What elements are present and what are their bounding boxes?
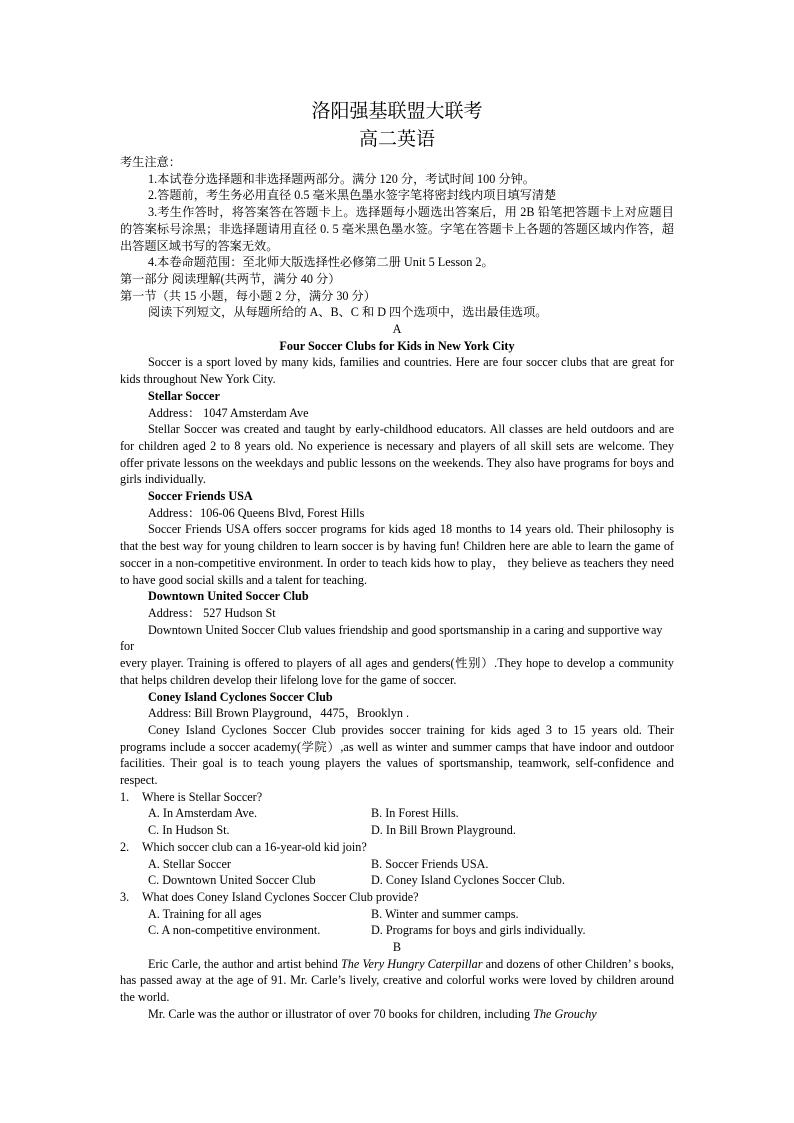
club-description-continued: every player. Training is offered to players of all ages and genders(性别）.They hope to develop a community that helps children develop their lifelong love for the game of soccer.: [120, 656, 674, 687]
question-1: [120, 789, 674, 839]
club-name: Stellar Soccer: [148, 388, 220, 403]
option-b: B. Winter and summer camps.: [371, 906, 519, 921]
passage-b-letter: B: [392, 940, 402, 955]
option-c: C. Downtown United Soccer Club: [148, 873, 316, 888]
question-text: Where is Stellar Soccer?: [142, 789, 263, 804]
notice-heading: 考生注意：: [120, 155, 181, 169]
option-c: C. A non-competitive environment.: [148, 923, 321, 938]
club-description: Coney Island Cyclones Soccer Club provides soccer training for kids aged 3 to 15 years old. Their programs include a soccer academy(学院）,as well as winter and summer camps that have indoor and outdoor facilities. Their goal is to teach young players the values of sportsmanship, teamwork, self-confidence and respect.: [120, 722, 674, 788]
option-b: B. Soccer Friends USA.: [371, 856, 489, 871]
notice-item-1: 1.本试卷分选择题和非选择题两部分。满分 120 分，考试时间 100 分钟。: [148, 171, 535, 186]
question-text: What does Coney Island Cyclones Soccer Club provide?: [142, 889, 419, 904]
notice-item-3: 3.考生作答时，将答案答在答题卡上。选择题每小题选出答案后，用 2B 铅笔把答题卡上对应题目的答案标号涂黑；非选择题请用直径 0. 5 毫米黑色墨水签。字笔在答题卡上各题的答题区域内作答，超出答题区域书写的答案无效。: [120, 205, 674, 253]
part-heading: 第一部分 阅读理解(共两节，满分 40 分）: [120, 271, 341, 286]
club-name: Soccer Friends USA: [148, 489, 253, 504]
option-a: A. In Amsterdam Ave.: [148, 806, 258, 821]
club-address: Address： 1047 Amsterdam Ave: [148, 405, 309, 420]
club-name: Downtown United Soccer Club: [148, 589, 309, 604]
instruction: 阅读下列短文，从每题所给的 A、B、C 和 D 四个选项中，选出最佳选项。: [148, 305, 548, 320]
option-d: D. Coney Island Cyclones Soccer Club.: [371, 873, 565, 888]
exam-subtitle: 高二英语: [358, 129, 435, 150]
club-description: Stellar Soccer was created and taught by early-childhood educators. All classes are held outdoors and are for children aged 2 to 8 years old. No experience is necessary and players of all skill sets are welcome. They offer private lessons on the weekdays and public lessons on the weekends. They also have programs for boys and girls individually.: [120, 422, 674, 487]
section-heading: 第一节（共 15 小题，每小题 2 分，满分 30 分）: [120, 288, 376, 303]
club-description: Soccer Friends USA offers soccer programs for kids aged 18 months to 14 years old. Their philosophy is that the best way for young children to learn soccer is by having fun! Children here are able to learn the game of soccer in a non-competitive environment. In order to teach kids how to play， they believe as teachers they need to have good social skills and a talent for teaching.: [120, 522, 674, 587]
passage-a-letter: A: [392, 322, 402, 337]
question-text: Which soccer club can a 16-year-old kid join?: [142, 839, 367, 854]
question-3: [120, 889, 674, 939]
club-address: Address： 527 Hudson St: [148, 605, 276, 620]
exam-title: 洛阳强基联盟大联考: [311, 101, 483, 122]
notice-item-2: 2.答题前，考生务必用直径 0.5 毫米黑色墨水签字笔将密封线内项目填写清楚: [148, 188, 557, 203]
question-number: 3.: [120, 889, 130, 904]
passage-b-paragraph-1: Eric Carle, the author and artist behind The Very Hungry Caterpillar and dozens of other Children’ s books, has passed away at the age of 91. Mr. Carle’s lively, creative and colorful works were loved by children around the world.: [120, 956, 674, 1005]
passage-a-intro: Soccer is a sport loved by many kids, families and countries. Here are four soccer clubs that are great for kids throughout New York City.: [120, 355, 674, 387]
club-address: Address：106-06 Queens Blvd, Forest Hills: [148, 505, 365, 520]
question-number: 1.: [120, 789, 130, 804]
exam-body: [120, 154, 674, 1023]
option-a: A. Training for all ages: [148, 906, 262, 921]
option-d: D. Programs for boys and girls individually.: [371, 923, 586, 938]
book-title: The Grouchy: [533, 1006, 597, 1021]
option-b: B. In Forest Hills.: [371, 806, 459, 821]
club-description: Downtown United Soccer Club values friendship and good sportsmanship in a caring and supportive way for: [120, 622, 663, 654]
passage-b-paragraph-2: Mr. Carle was the author or illustrator of over 70 books for children, including The Grouchy: [148, 1006, 597, 1021]
book-title: The Very Hungry Caterpillar: [341, 956, 483, 971]
option-a: A. Stellar Soccer: [148, 856, 231, 871]
club-address: Address: Bill Brown Playground，4475，Brooklyn .: [148, 706, 410, 721]
notice-item-4: 4.本卷命题范围：至北师大版选择性必修第二册 Unit 5 Lesson 2。: [148, 255, 494, 270]
question-2: [120, 839, 674, 889]
passage-a-title: Four Soccer Clubs for Kids in New York City: [279, 338, 515, 353]
question-number: 2.: [120, 839, 130, 854]
club-name: Coney Island Cyclones Soccer Club: [148, 689, 333, 704]
option-c: C. In Hudson St.: [148, 823, 230, 838]
option-d: D. In Bill Brown Playground.: [371, 823, 516, 838]
